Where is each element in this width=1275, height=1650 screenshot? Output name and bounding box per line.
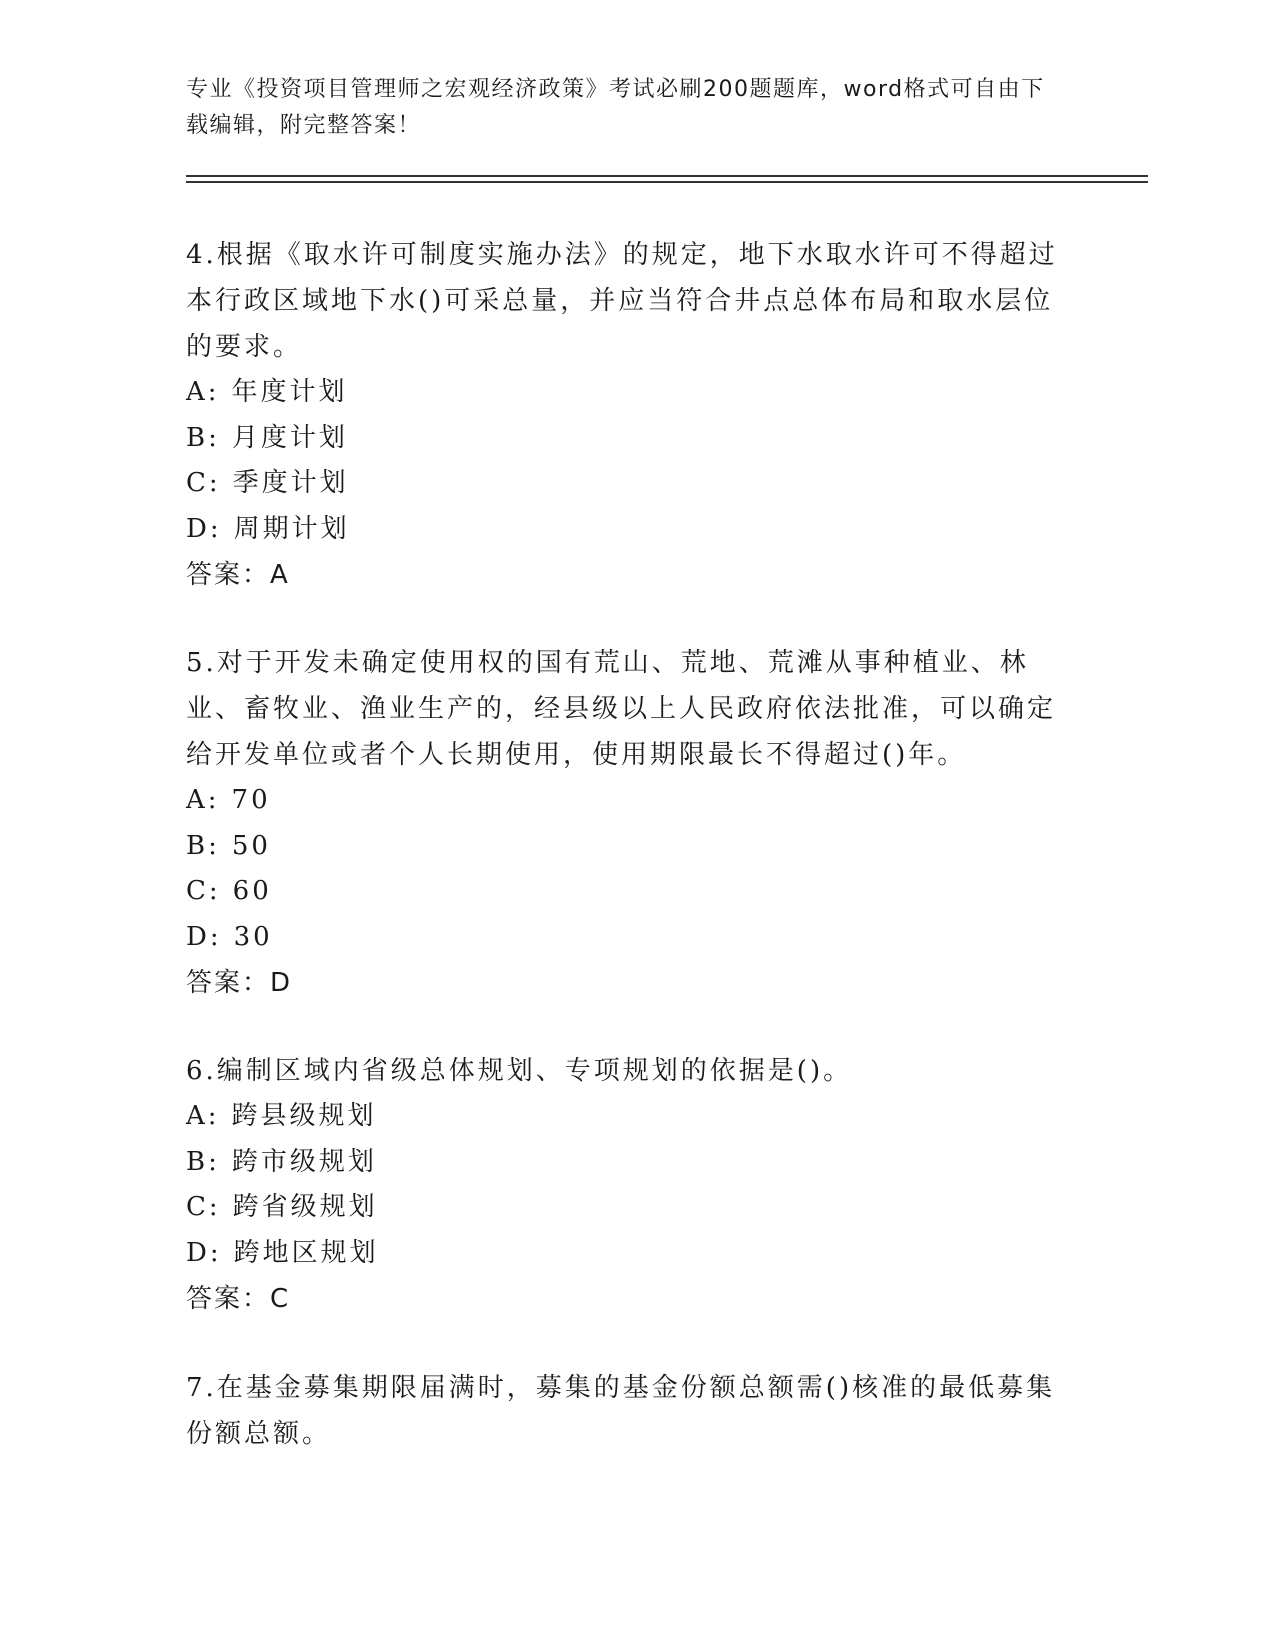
option-a: [186, 1094, 1066, 1140]
option-letter: B:: [186, 830, 220, 861]
option-letter: C:: [186, 1192, 221, 1222]
option-text: 跨省级规划: [232, 1192, 378, 1222]
option-a: [186, 370, 1066, 416]
option-c: [186, 461, 1066, 507]
answer-line: 答案：D: [186, 968, 293, 998]
option-b: [186, 1140, 1066, 1186]
answer-line: 答案：A: [186, 560, 290, 590]
option-text: 60: [232, 876, 272, 906]
option-d: [186, 1231, 1066, 1277]
option-d: [186, 507, 1066, 553]
option-c: [186, 869, 1066, 915]
question-7: [186, 1365, 1066, 1457]
option-letter: A:: [186, 1101, 220, 1131]
option-a: [186, 778, 1066, 824]
option-letter: B:: [186, 422, 220, 453]
option-b: [186, 416, 1066, 462]
option-b: [186, 824, 1066, 870]
header-divider-top: [186, 175, 1148, 177]
option-c: [186, 1185, 1066, 1231]
question-stem: 6.编制区域内省级总体规划、专项规划的依据是()。: [186, 1056, 853, 1086]
question-stem: 5.对于开发未确定使用权的国有荒山、荒地、荒滩从事种植业、林业、畜牧业、渔业生产的，经县级以上人民政府依法批准，可以确定给开发单位或者个人长期使用，使用期限最长不得超过()年。: [186, 648, 1057, 770]
option-letter: C:: [186, 468, 221, 498]
option-text: 年度计划: [231, 377, 348, 407]
question-5: [186, 640, 1066, 1006]
option-text: 跨县级规划: [231, 1101, 377, 1131]
option-text: 70: [231, 785, 271, 815]
option-text: 周期计划: [233, 513, 350, 544]
question-4: [186, 232, 1066, 598]
option-text: 季度计划: [232, 468, 349, 498]
option-letter: A:: [186, 785, 220, 815]
option-letter: B:: [186, 1146, 220, 1177]
option-letter: D:: [186, 513, 222, 544]
question-stem: 7.在基金募集期限届满时，募集的基金份额总额需()核准的最低募集份额总额。: [186, 1373, 1056, 1449]
option-letter: A:: [186, 377, 220, 407]
option-text: 月度计划: [231, 422, 348, 453]
option-text: 30: [233, 921, 273, 952]
option-text: 跨地区规划: [233, 1237, 379, 1268]
option-text: 跨市级规划: [231, 1146, 377, 1177]
option-text: 50: [231, 830, 271, 861]
option-letter: D:: [186, 921, 222, 952]
header-divider-bottom: [186, 181, 1148, 183]
option-letter: D:: [186, 1237, 222, 1268]
answer-line: 答案：C: [186, 1284, 291, 1314]
option-d: [186, 915, 1066, 961]
option-letter: C:: [186, 876, 221, 906]
document-header: 专业《投资项目管理师之宏观经济政策》考试必刷200题题库，word格式可自由下载编辑，附完整答案！: [186, 77, 1045, 138]
question-stem: 4.根据《取水许可制度实施办法》的规定，地下水取水许可不得超过本行政区域地下水()可采总量，并应当符合井点总体布局和取水层位的要求。: [186, 240, 1058, 362]
question-6: [186, 1048, 1066, 1322]
